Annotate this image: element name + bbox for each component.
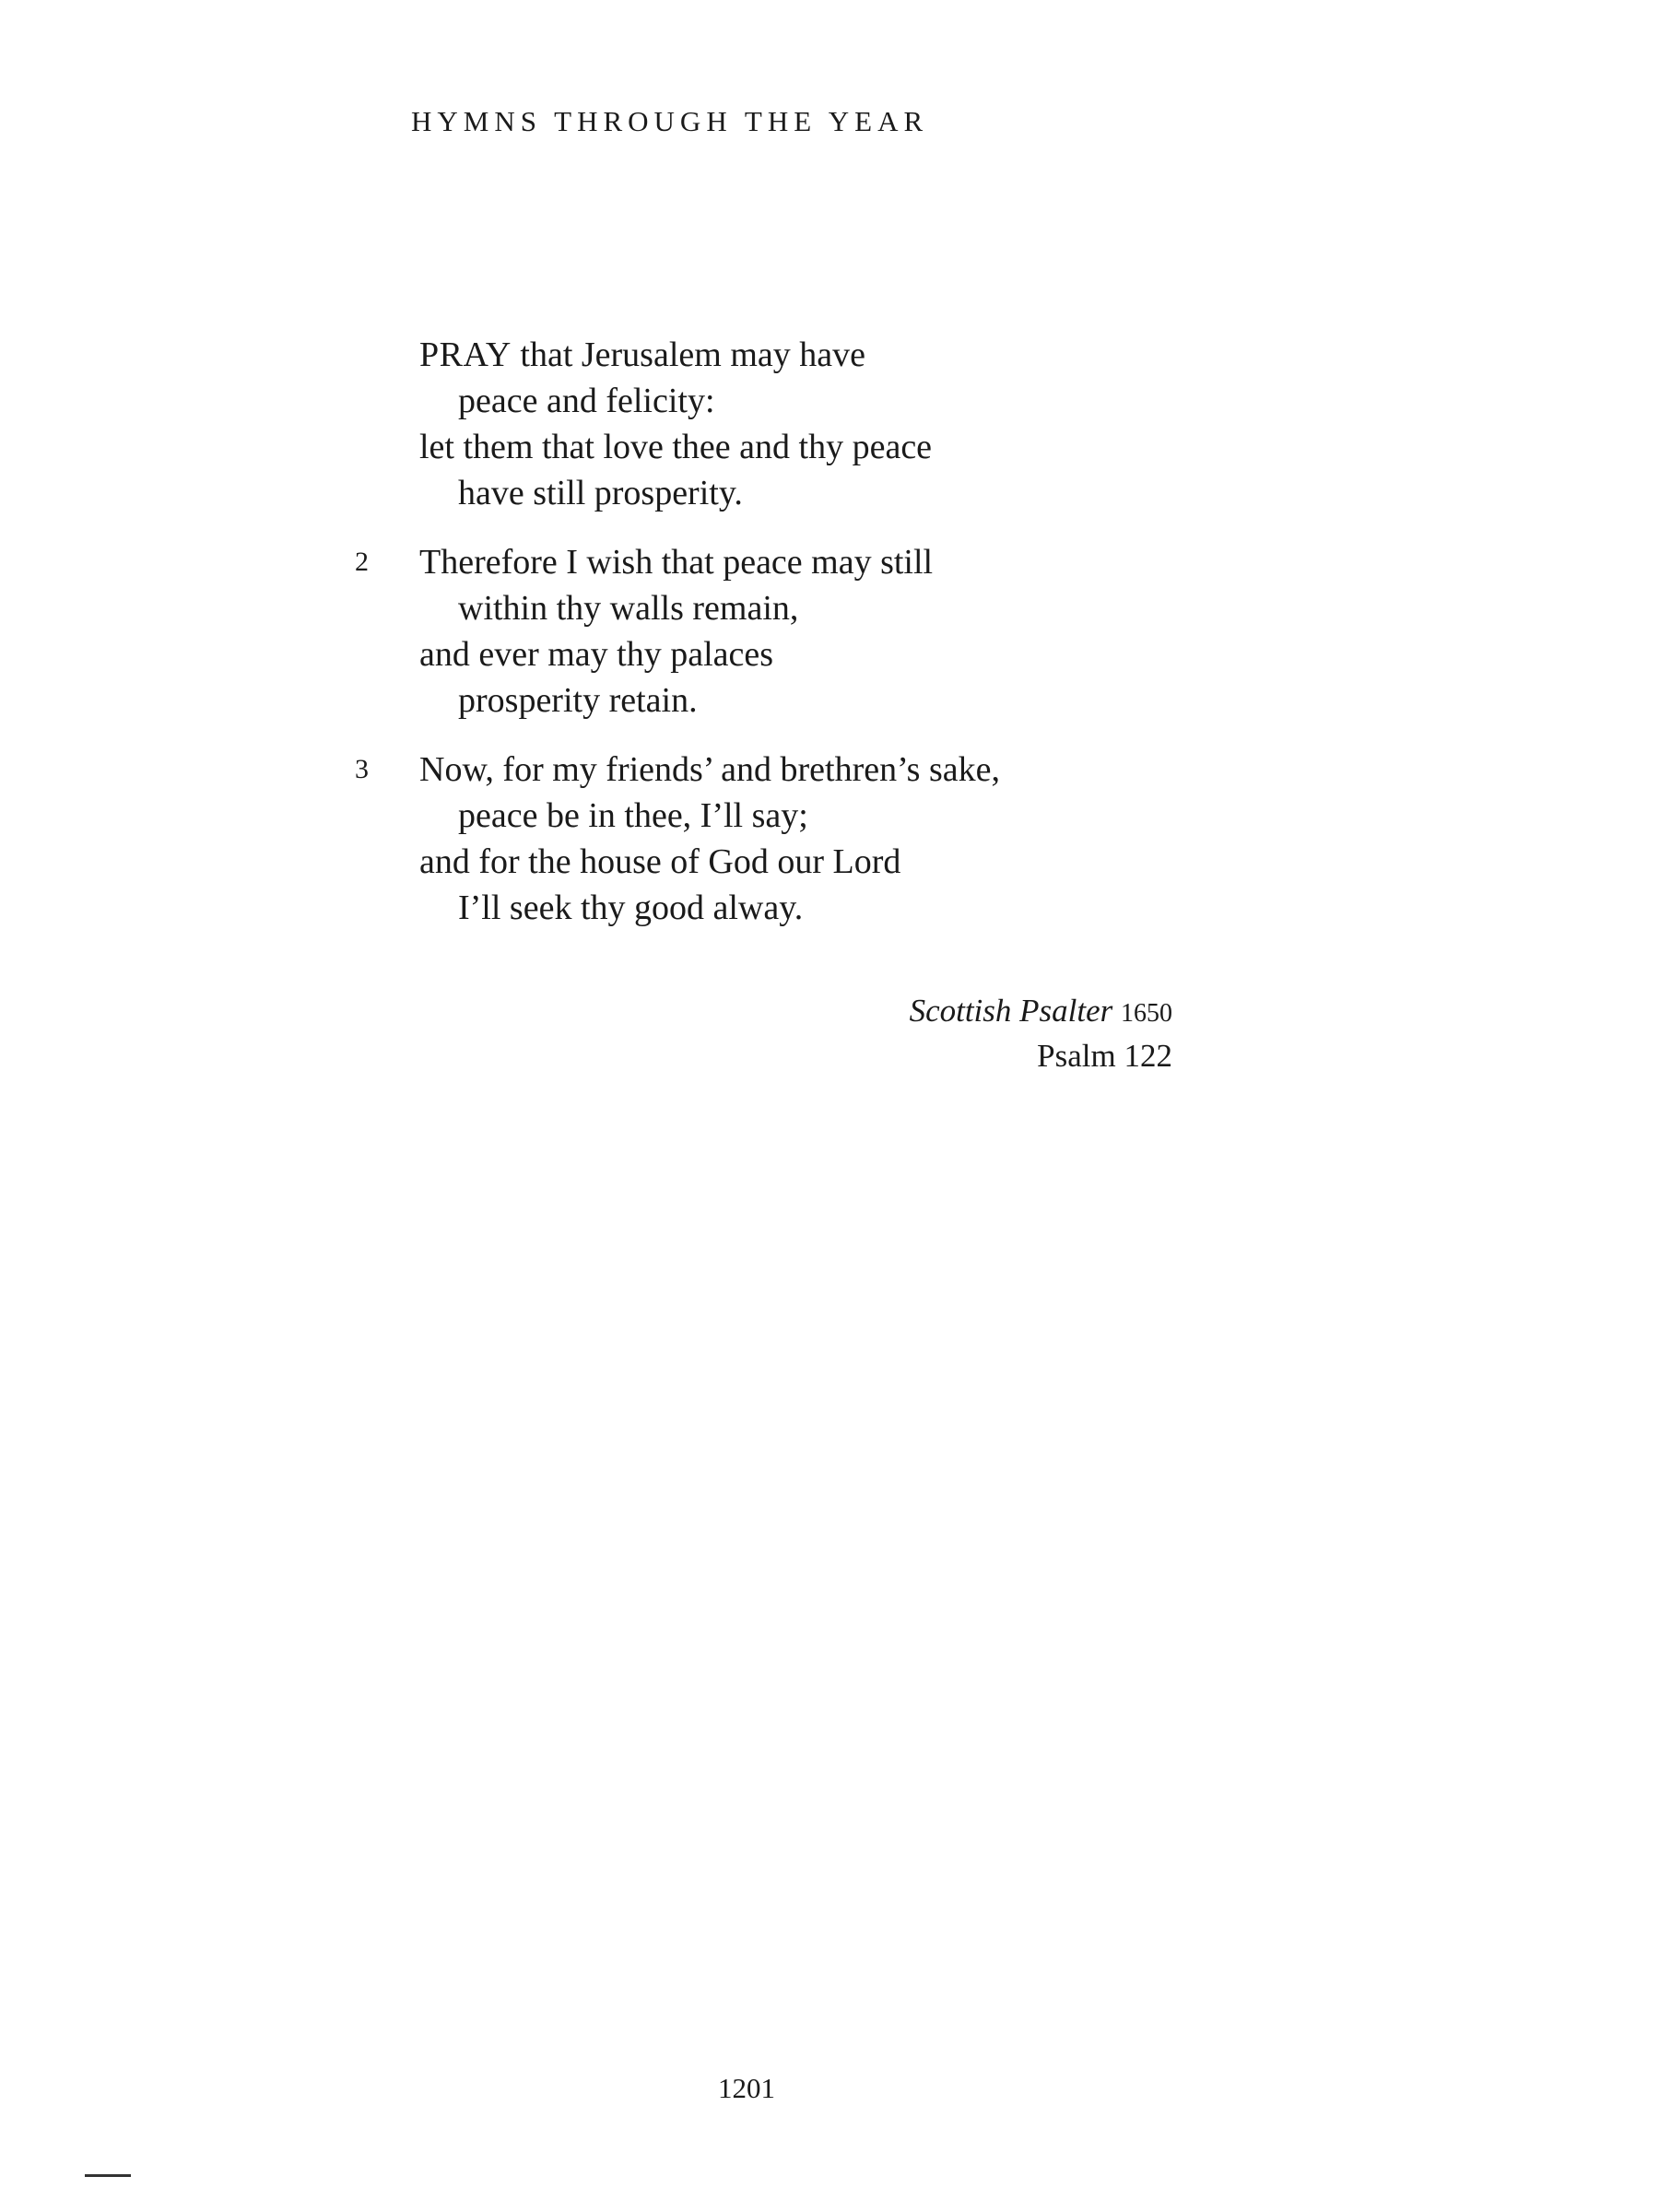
attribution-year: 1650 [1121,999,1172,1028]
attribution-author: Scottish Psalter [909,993,1113,1029]
verse-line: Now, for my friends’ and brethren’s sake, [419,750,1000,789]
verse-line: have still prosperity. [458,474,743,512]
verse-line: Therefore I wish that peace may still [419,543,934,582]
verse-line: and for the house of God our Lord [419,842,901,881]
verse-line: prosperity retain. [458,681,698,720]
page-number: 1201 [718,2072,775,2104]
hymn-text [348,332,1270,954]
verse-1 [348,332,1270,516]
verse-2 [348,539,1270,724]
verse-number: 2 [355,547,369,577]
verse-line: let them that love thee and thy peace [419,428,933,466]
attribution-author-line [910,990,1172,1035]
verse-line [419,332,1270,378]
verse-number: 3 [355,754,369,784]
verse-line: I’ll seek thy good alway. [458,888,804,927]
verse-line: and ever may thy palaces [419,635,774,674]
running-head: HYMNS THROUGH THE YEAR [411,105,929,137]
verse-line: peace and felicity: [458,382,715,420]
opening-word: PRAY [419,335,512,374]
verse-line: within thy walls remain, [458,589,799,628]
verse-line: peace be in thee, I’ll say; [458,796,808,835]
verse-3 [348,747,1270,931]
page-edge-mark [85,2174,131,2177]
verse-line-text: that Jerusalem may have [511,335,865,374]
attribution [910,990,1172,1077]
attribution-source: Psalm 122 [1037,1038,1172,1074]
